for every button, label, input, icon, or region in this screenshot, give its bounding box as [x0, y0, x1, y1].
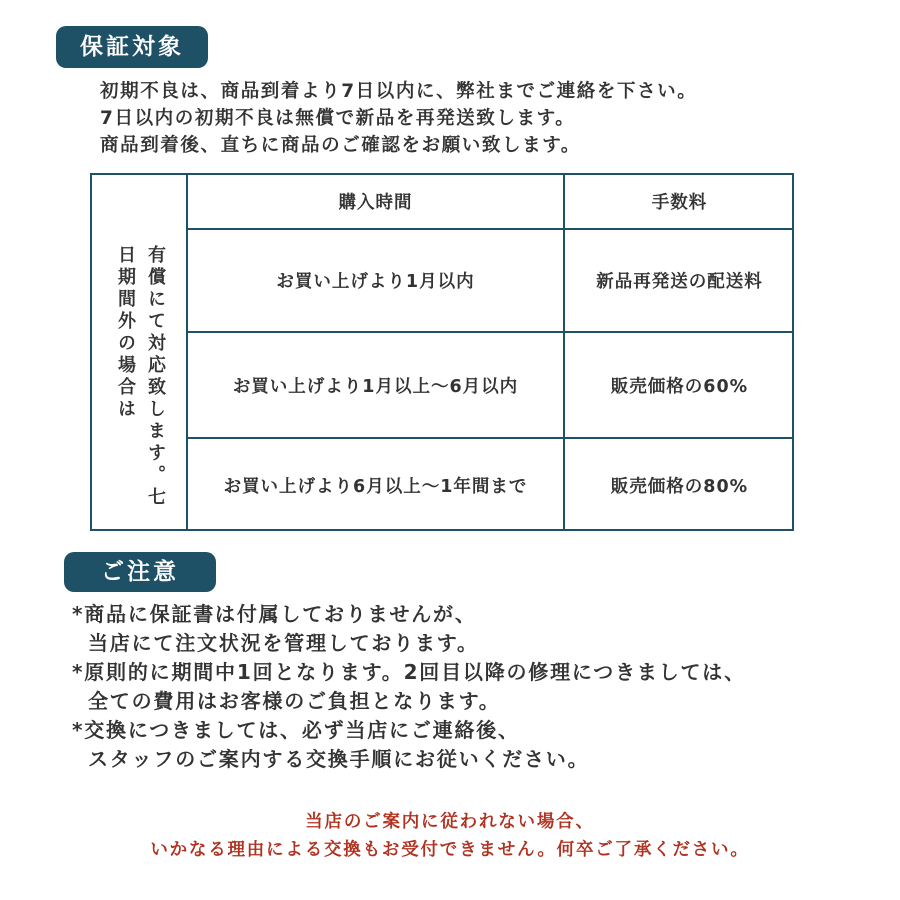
fee-table [90, 173, 794, 531]
warranty-description [100, 78, 697, 159]
warning-text [0, 808, 900, 864]
notice-line: 当店にて注文状況を管理しております。 [88, 631, 479, 655]
warranty-heading: 保証対象 [56, 26, 208, 68]
header-fee: 手数料 [651, 193, 708, 213]
warranty-line: 商品到着後、直ちに商品のご確認をお願い致します。 [100, 135, 581, 156]
header-period: 購入時間 [338, 193, 413, 213]
notice-heading: ご注意 [64, 552, 216, 592]
row-fee: 販売価格の60% [610, 376, 749, 397]
row-period: お買い上げより1月以上～6月以内 [232, 376, 519, 397]
notice-line: *商品に保証書は付属しておりませんが、 [72, 602, 477, 626]
side-label-left: 七日期間外の場合は [115, 245, 166, 509]
row-fee: 販売価格の80% [610, 476, 749, 497]
notice-line: *原則的に期間中1回となります。2回目以降の修理につきましては、 [72, 660, 746, 684]
notice-line: スタッフのご案内する交換手順にお従いください。 [88, 747, 590, 771]
notice-list [72, 600, 746, 774]
side-label-right: 有償にて対応致します。 [145, 245, 166, 487]
notice-line: *交換につきましては、必ず当店にご連絡後、 [72, 718, 520, 742]
notice-line: 全ての費用はお客様のご負担となります。 [88, 689, 501, 713]
warranty-line: 7日以内の初期不良は無償で新品を再発送致します。 [100, 108, 576, 129]
row-period: お買い上げより6月以上～1年間まで [223, 476, 528, 497]
row-period: お買い上げより1月以内 [276, 272, 475, 292]
warranty-line: 初期不良は、商品到着より7日以内に、弊社までご連絡を下さい。 [100, 81, 698, 102]
warning-line: いかなる理由による交換もお受付できません。何卒ご了承ください。 [150, 840, 750, 860]
table-side-label [92, 175, 188, 529]
row-fee: 新品再発送の配送料 [596, 272, 763, 292]
side-label-text [110, 245, 170, 529]
warning-line: 当店のご案内に従われない場合、 [305, 812, 595, 832]
